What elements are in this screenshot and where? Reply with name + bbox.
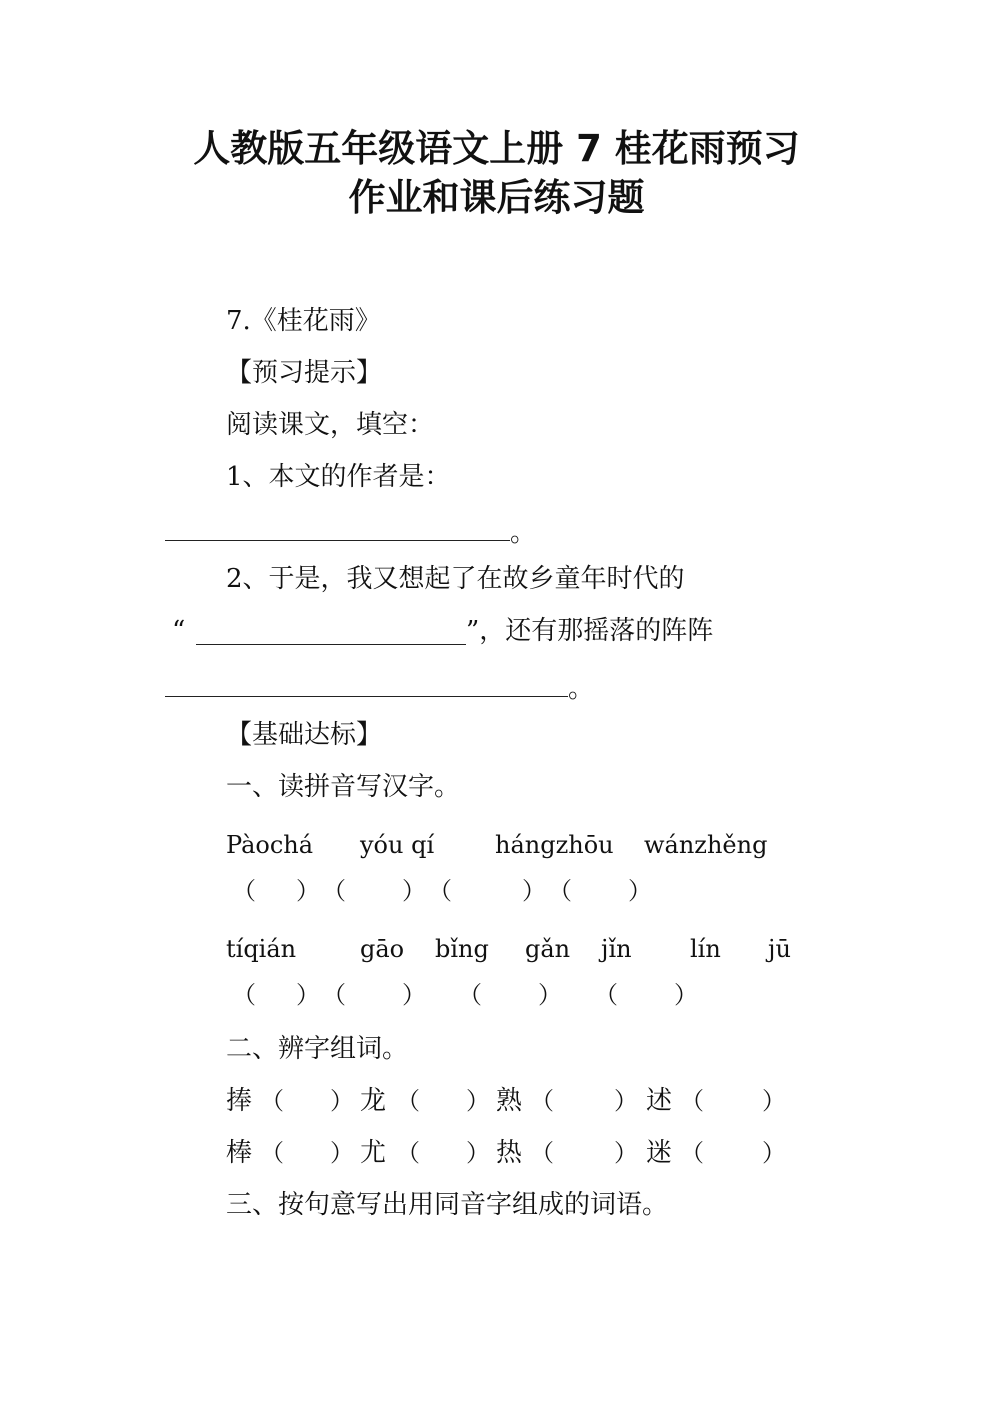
- section-1-heading: 一、读拼音写汉字。: [226, 772, 461, 802]
- question-2-line-2: ”，还有那摇落的阵阵: [466, 616, 714, 646]
- question-2-open-quote: “: [172, 616, 186, 646]
- question-2-line-1: 2、于是，我又想起了在故乡童年时代的: [226, 564, 685, 594]
- title-line-2: 作业和课后练习题: [348, 176, 645, 219]
- answer-blank-1[interactable]: [165, 540, 510, 541]
- answer-blank-3[interactable]: [165, 696, 568, 697]
- lesson-heading: 7.《桂花雨》: [226, 306, 381, 336]
- pinyin-item: hángzhōu: [495, 831, 614, 859]
- pinyin-item: lín: [690, 935, 721, 963]
- pinyin-item: yóu qí: [360, 831, 435, 859]
- char: 迷: [646, 1138, 673, 1168]
- answer-blank-2[interactable]: [196, 644, 466, 645]
- question-1-end: 。: [510, 518, 537, 548]
- pinyin-item: Pàochá: [226, 831, 314, 859]
- question-1: 1、本文的作者是：: [226, 462, 451, 492]
- basic-header: 【基础达标】: [226, 720, 383, 750]
- pinyin-item: bǐng: [435, 935, 489, 963]
- preview-header: 【预习提示】: [226, 358, 383, 388]
- section-2-heading: 二、辨字组词。: [226, 1034, 409, 1064]
- question-2-end: 。: [568, 674, 595, 704]
- pinyin-item: gǎn: [525, 935, 571, 963]
- char: 棒: [226, 1138, 253, 1168]
- pinyin-item: wánzhěng: [644, 831, 768, 859]
- char: 热: [496, 1138, 523, 1168]
- instruction: 阅读课文，填空：: [226, 410, 435, 440]
- char: 述: [646, 1086, 673, 1116]
- char: 捧: [226, 1086, 253, 1116]
- char: 龙: [360, 1086, 387, 1116]
- pinyin-item: gāo: [360, 935, 405, 963]
- pinyin-item: jǐn: [601, 935, 632, 963]
- pinyin-item: jū: [768, 935, 791, 963]
- char: 尤: [360, 1138, 387, 1168]
- title-line-1: 人教版五年级语文上册 7 桂花雨预习: [193, 127, 800, 170]
- char: 熟: [496, 1086, 523, 1116]
- pinyin-item: tíqián: [226, 935, 297, 963]
- section-3-heading: 三、按句意写出用同音字组成的词语。: [226, 1190, 669, 1220]
